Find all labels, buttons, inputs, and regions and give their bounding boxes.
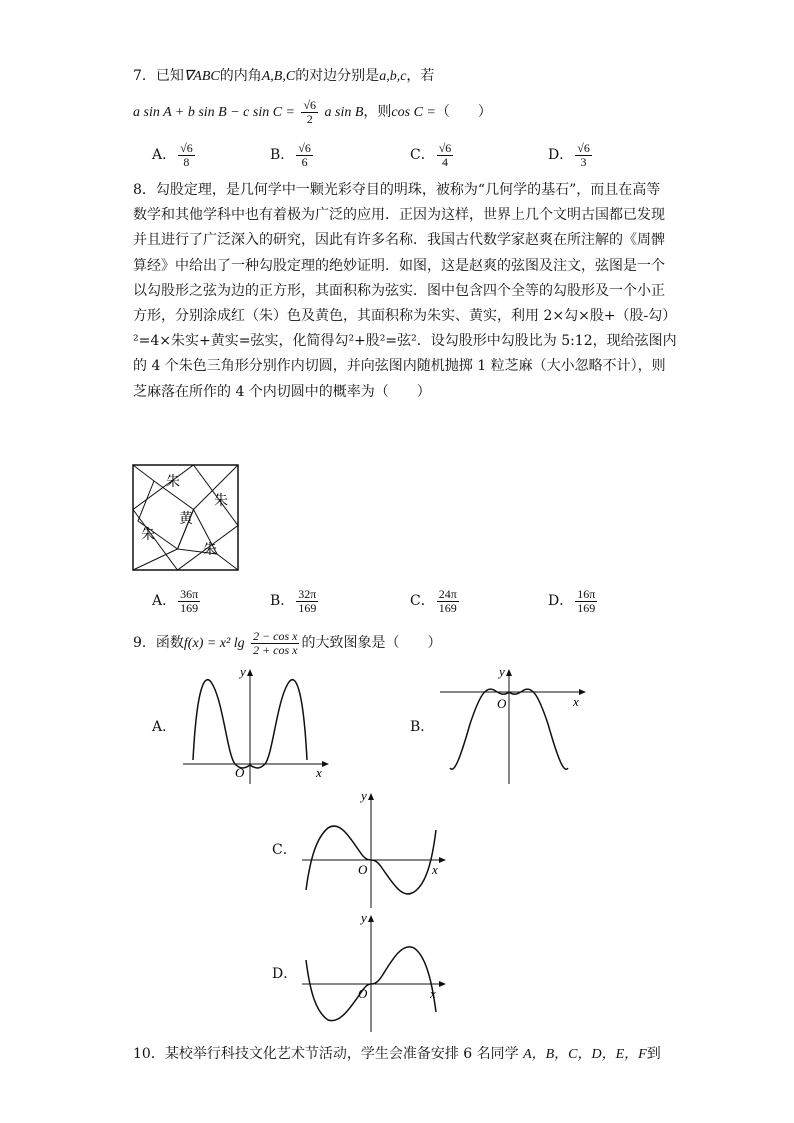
q8-line: 的 4 个朱色三角形分别作内切圆，并向弦图内随机抛掷 1 粒芝麻（大小忽略不计），则 — [133, 358, 666, 375]
q9-graph-d[interactable] — [302, 912, 452, 1034]
svg-text:O: O — [358, 862, 368, 877]
q9-graph-b[interactable] — [440, 664, 590, 786]
svg-text:y: y — [361, 790, 367, 803]
svg-text:x: x — [316, 765, 322, 780]
q8-option-d[interactable]: D． $\frac{16\pi}{169}$ — [548, 586, 596, 615]
q9-option-a-label[interactable]: A． — [152, 719, 177, 735]
zhu-label-right: 朱 — [214, 494, 228, 509]
svg-text:y: y — [499, 664, 505, 679]
svg-text:x: x — [432, 862, 438, 877]
q7-option-d[interactable]: D． $\frac{√6}{3}$ — [548, 140, 590, 169]
svg-text:y: y — [240, 664, 246, 679]
q9-graph-c[interactable] — [302, 790, 452, 910]
q7-eq-fraction: $\frac{√6}{2}$ — [303, 97, 317, 126]
q10-stem: 10．某校举行科技文化艺术节活动，学生会准备安排 6 名同学 A，B，C，D，E，F到 — [133, 1046, 661, 1062]
q8-option-a[interactable]: A． $\frac{36\pi}{169}$ — [152, 586, 199, 615]
svg-text:y: y — [361, 912, 367, 925]
svg-text:O: O — [235, 765, 245, 780]
q7-equation: a sin A + b sin B − c sin C = $\frac{√6}{2}$ a sin B，则cos C =（ ） — [133, 97, 492, 126]
zhu-label-bottom: 朱 — [203, 543, 217, 558]
q8-line: ²=4×朱实+黄实=弦实，化简得勾²+股²=弦²．设勾股形中勾股比为 5:12，现给弦图内 — [133, 333, 677, 350]
q7-option-a[interactable]: A． $\frac{√6}{8}$ — [152, 140, 193, 169]
q8-option-b[interactable]: B． $\frac{32\pi}{169}$ — [270, 586, 317, 615]
q9-option-b-label[interactable]: B． — [410, 719, 435, 735]
q8-line: 8．勾股定理，是几何学中一颗光彩夺目的明珠，被称为“几何学的基石”，而且在高等 — [133, 182, 661, 198]
q7-option-c[interactable]: C． $\frac{√6}{4}$ — [410, 140, 452, 169]
q9-fraction: $\frac{\text{2 − cos x}}{\text{2 + cos x}}$ — [253, 628, 298, 657]
q9-option-c-label[interactable]: C． — [272, 842, 297, 858]
svg-text:O: O — [497, 696, 507, 711]
q9-graph-a[interactable] — [183, 664, 333, 786]
q7-stem: 7．已知∇ABC的内角A,B,C的对边分别是a,b,c，若 — [133, 68, 435, 84]
q8-line: 方形，分别涂成红（朱）色及黄色，其面积称为朱实、黄实，利用 2×勾×股+（股-勾） — [133, 308, 677, 324]
q7-option-b[interactable]: B． $\frac{√6}{6}$ — [270, 140, 311, 169]
svg-text:x: x — [573, 694, 579, 709]
q9-stem: 9．函数f(x) = x² lg $\frac{\text{2 − cos x}}{\text{2 + cos x}}$ 的大致图象是（ ） — [133, 628, 442, 657]
q8-option-c[interactable]: C． $\frac{24\pi}{169}$ — [410, 586, 457, 615]
zhu-label-left: 朱 — [141, 528, 155, 543]
q8-line: 数学和其他学科中也有着极为广泛的应用．正因为这样，世界上几个文明古国都已发现 — [133, 207, 665, 224]
q8-line: 并且进行了广泛深入的研究，因此有许多名称．我国古代数学家赵爽在所注解的《周髀 — [133, 232, 665, 249]
xian-diagram — [132, 464, 240, 572]
q8-line: 以勾股形之弦为边的正方形，其面积称为弦实．图中包含四个全等的勾股形及一个小正 — [133, 282, 665, 299]
svg-text:O: O — [358, 986, 368, 1001]
huang-label: 黄 — [179, 512, 193, 527]
svg-text:x: x — [430, 986, 436, 1001]
q8-line: 算经》中给出了一种勾股定理的绝妙证明．如图，这是赵爽的弦图及注文，弦图是一个 — [133, 257, 665, 274]
q9-option-d-label[interactable]: D． — [272, 966, 298, 982]
q7-number: 7． — [133, 68, 156, 84]
q8-line: 芝麻落在所作的 4 个内切圆中的概率为（ ） — [133, 383, 431, 400]
zhu-label-top: 朱 — [166, 475, 180, 490]
